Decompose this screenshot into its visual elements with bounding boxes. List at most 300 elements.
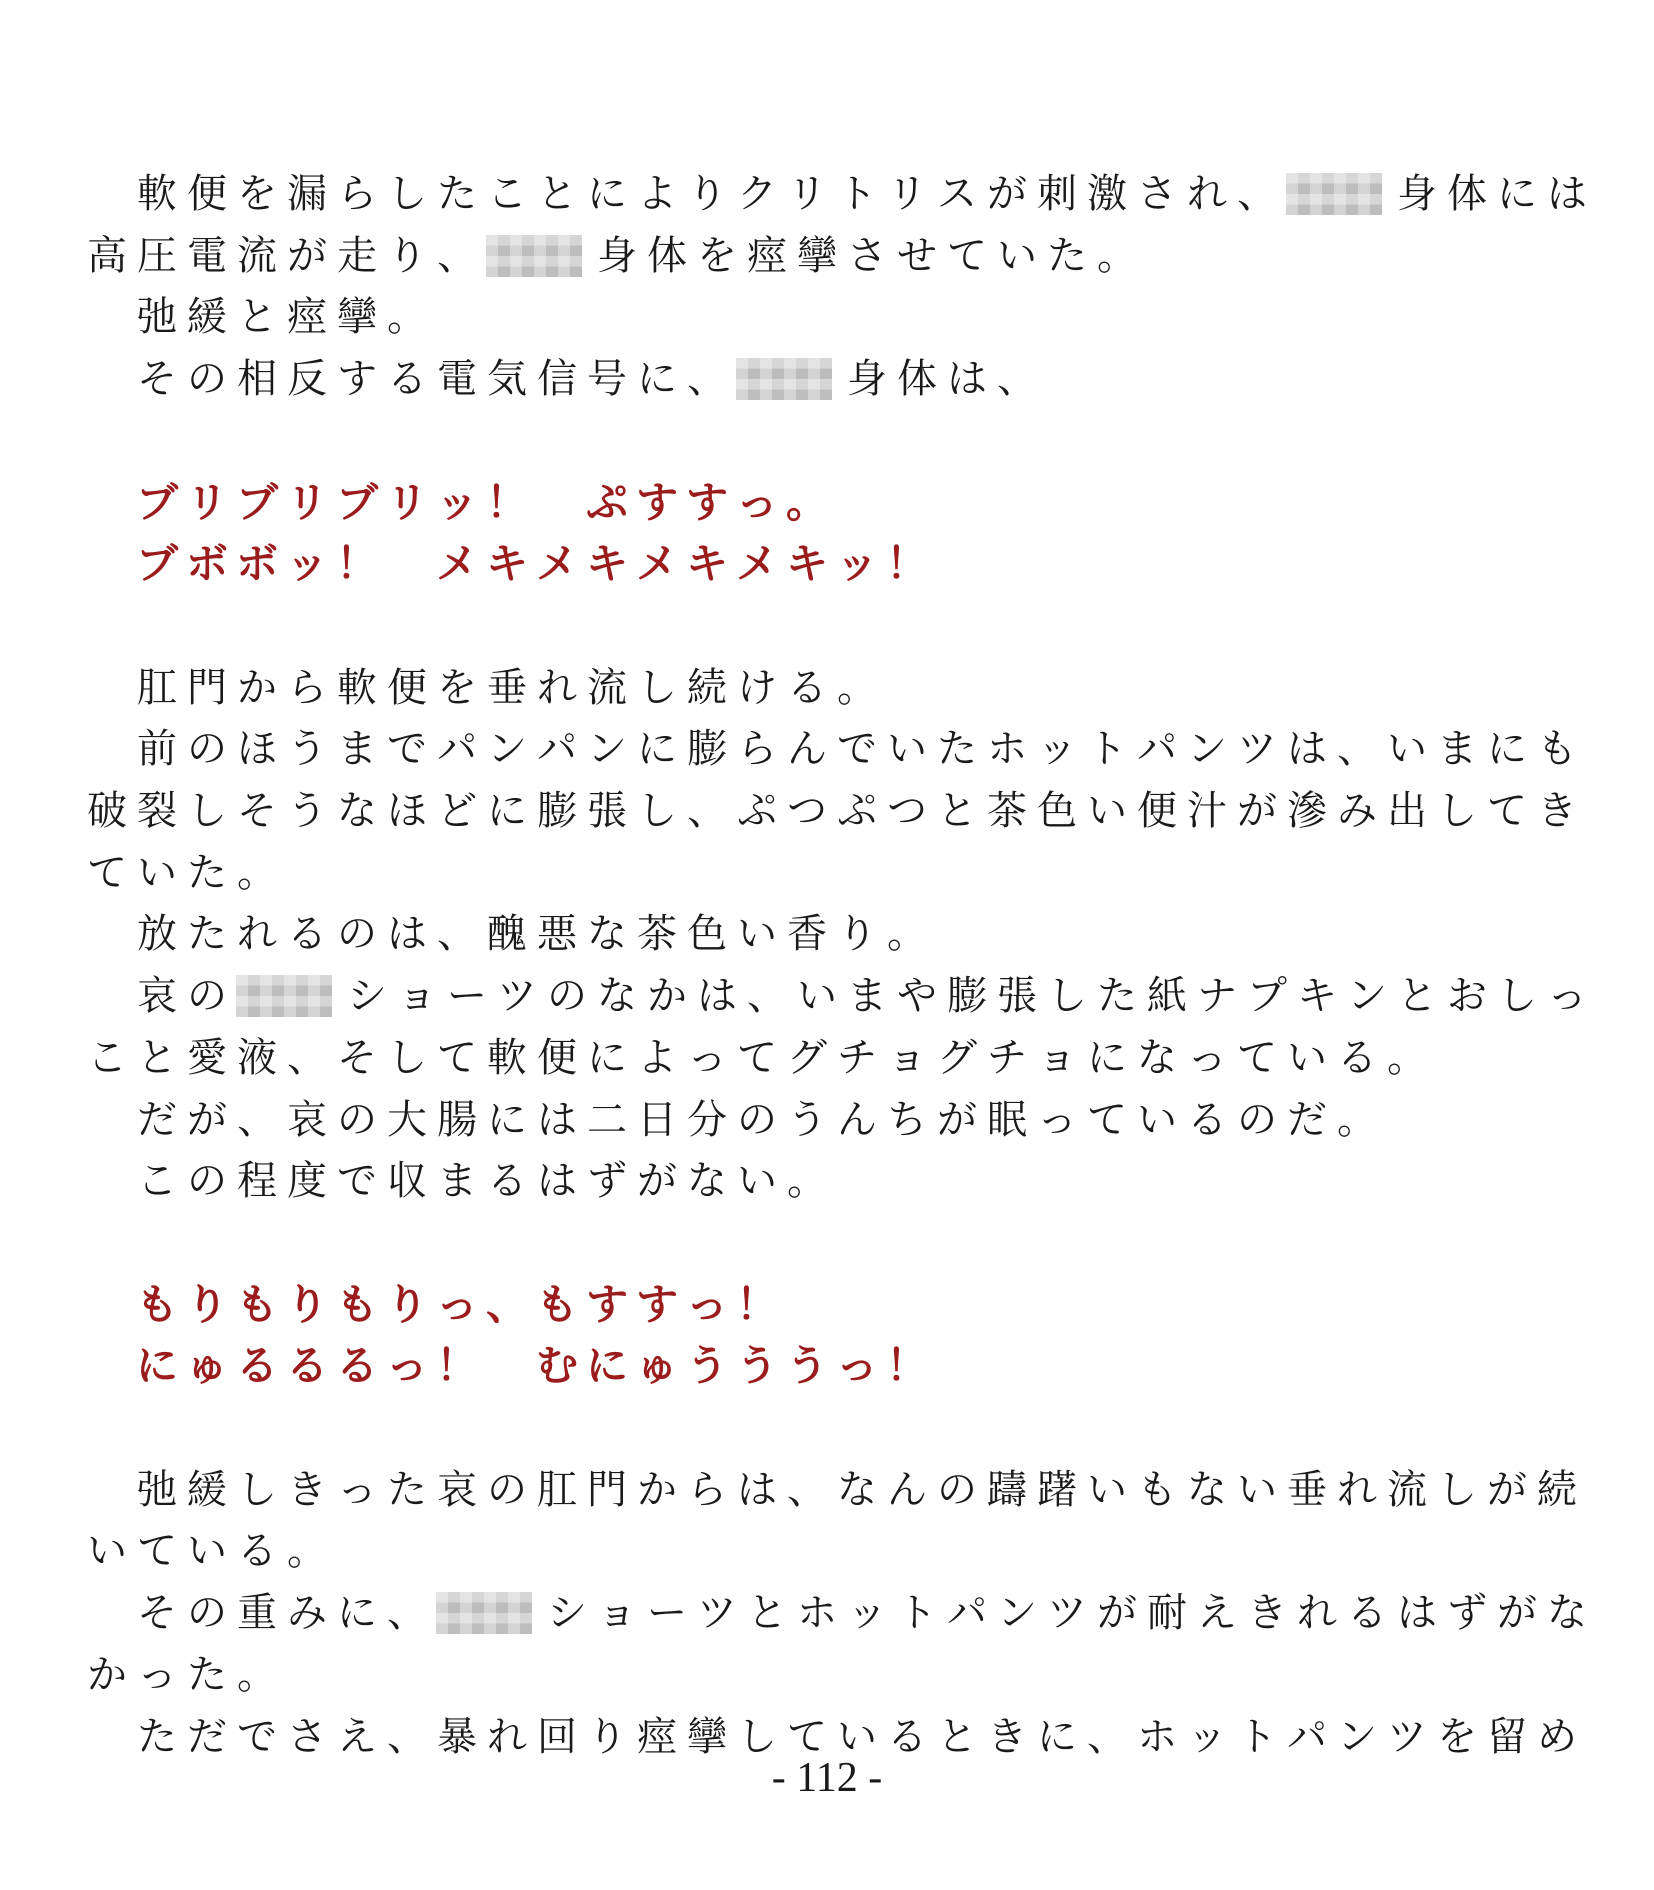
- glyph: 信: [537, 356, 577, 403]
- glyph: す: [337, 356, 377, 403]
- glyph: [82, 1459, 132, 1521]
- text-line: [82, 965, 1592, 1027]
- glyph: 攣: [687, 1713, 727, 1760]
- glyph: て: [737, 1034, 777, 1081]
- glyph: 便: [1137, 788, 1177, 834]
- glyph: ブ: [235, 477, 278, 527]
- glyph: 便: [187, 171, 227, 217]
- glyph: 。: [287, 1528, 327, 1575]
- glyph: 愛: [187, 1034, 227, 1081]
- glyph: 便: [387, 664, 427, 711]
- glyph: か: [637, 1466, 677, 1513]
- glyph: 流: [1387, 1466, 1427, 1513]
- glyph: 、: [747, 973, 787, 1020]
- glyph: と: [237, 294, 277, 341]
- glyph: も: [135, 1279, 178, 1329]
- glyph: 茶: [637, 911, 677, 958]
- glyph: う: [287, 726, 327, 773]
- glyph: た: [937, 726, 977, 773]
- glyph: 痙: [637, 1713, 677, 1760]
- glyph: に: [637, 356, 677, 403]
- glyph: ー: [447, 973, 487, 1020]
- glyph: 、: [787, 1466, 827, 1513]
- glyph: る: [787, 664, 827, 711]
- glyph: る: [285, 1341, 328, 1391]
- glyph: し: [1437, 788, 1477, 834]
- glyph: の: [1237, 1096, 1277, 1143]
- glyph: 腸: [437, 1096, 477, 1143]
- glyph: り: [285, 1279, 328, 1329]
- glyph: や: [897, 973, 937, 1020]
- glyph: う: [287, 788, 327, 834]
- glyph: た: [187, 1651, 227, 1698]
- glyph: 体: [647, 232, 687, 279]
- glyph: [82, 1089, 132, 1151]
- censor-mosaic: [236, 975, 332, 1017]
- glyph: ッ: [1037, 726, 1077, 773]
- glyph: っ: [835, 1341, 878, 1391]
- text-line: [82, 657, 882, 719]
- glyph: ほ: [237, 726, 277, 773]
- glyph: 電: [187, 232, 227, 279]
- glyph: 相: [237, 356, 277, 403]
- glyph: 続: [1537, 1466, 1577, 1513]
- glyph: と: [1397, 973, 1437, 1020]
- glyph: [82, 1335, 132, 1397]
- glyph: し: [1437, 1466, 1477, 1513]
- glyph: に: [587, 1034, 627, 1081]
- glyph: り: [837, 911, 877, 958]
- censor-mosaic: [1286, 173, 1382, 215]
- glyph: [532, 472, 582, 534]
- glyph: は: [537, 1158, 577, 1205]
- glyph: ボ: [185, 539, 228, 589]
- glyph: ら: [737, 726, 777, 773]
- glyph: き: [287, 1466, 327, 1513]
- glyph: え: [337, 1713, 377, 1760]
- glyph: そ: [137, 1590, 177, 1637]
- glyph: 膨: [947, 973, 987, 1020]
- text-line: [82, 163, 1592, 225]
- glyph: 攣: [797, 232, 837, 279]
- censor-mosaic: [486, 235, 582, 277]
- glyph: む: [535, 1341, 578, 1391]
- glyph: 、: [287, 1034, 327, 1081]
- glyph: こ: [137, 1158, 177, 1205]
- glyph: 眠: [987, 1096, 1027, 1143]
- glyph: さ: [287, 1713, 327, 1760]
- glyph: 回: [537, 1713, 577, 1760]
- glyph: っ: [687, 1034, 727, 1081]
- glyph: も: [235, 1279, 278, 1329]
- glyph: し: [1497, 973, 1537, 1020]
- glyph: [82, 903, 132, 965]
- glyph: に: [135, 1341, 178, 1391]
- glyph: か: [237, 664, 277, 711]
- glyph: ホ: [1137, 1713, 1177, 1760]
- text-line: [82, 903, 932, 965]
- glyph: き: [1247, 1590, 1287, 1637]
- glyph: グ: [937, 1034, 977, 1081]
- glyph: [82, 718, 132, 780]
- glyph: そ: [337, 1034, 377, 1081]
- glyph: に: [637, 726, 677, 773]
- glyph: に: [337, 1590, 377, 1637]
- glyph: キ: [1297, 973, 1337, 1020]
- glyph: す: [635, 477, 678, 527]
- glyph: 緩: [187, 1466, 227, 1513]
- text-line: [82, 1089, 1382, 1151]
- glyph: い: [887, 726, 927, 773]
- glyph: 収: [387, 1158, 427, 1205]
- glyph: て: [437, 1034, 477, 1081]
- glyph: 。: [1387, 1034, 1427, 1081]
- glyph: た: [187, 911, 227, 958]
- glyph: 体: [897, 356, 937, 403]
- glyph: 軟: [137, 171, 177, 217]
- glyph: る: [887, 1713, 927, 1760]
- glyph: 、: [1337, 726, 1377, 773]
- glyph: に: [1487, 726, 1527, 773]
- glyph: に: [1087, 1034, 1127, 1081]
- glyph: を: [1437, 1713, 1477, 1760]
- glyph: は: [387, 911, 427, 958]
- glyph: り: [185, 1279, 228, 1329]
- glyph: の: [337, 1096, 377, 1143]
- glyph: 色: [1037, 788, 1077, 834]
- glyph: 分: [687, 1096, 727, 1143]
- glyph: 哀: [287, 1096, 327, 1143]
- glyph: ！: [335, 539, 378, 589]
- glyph: い: [1387, 726, 1427, 773]
- glyph: し: [387, 171, 427, 217]
- glyph: ョ: [597, 1590, 637, 1637]
- glyph: し: [187, 788, 227, 834]
- glyph: そ: [237, 788, 277, 834]
- glyph: 、: [437, 911, 477, 958]
- glyph: っ: [735, 477, 778, 527]
- glyph: し: [387, 1034, 427, 1081]
- glyph: パ: [437, 726, 477, 773]
- glyph: 軟: [337, 664, 377, 711]
- glyph: 膨: [537, 788, 577, 834]
- glyph: メ: [635, 539, 678, 589]
- glyph: を: [697, 232, 737, 279]
- glyph: る: [287, 911, 327, 958]
- glyph: て: [947, 232, 987, 279]
- glyph: パ: [1137, 726, 1177, 773]
- glyph: リ: [385, 477, 428, 527]
- glyph: ぷ: [837, 788, 877, 834]
- glyph: [82, 1274, 132, 1336]
- glyph: 、: [1237, 171, 1277, 217]
- glyph: ぷ: [737, 788, 777, 834]
- glyph: ツ: [1237, 726, 1277, 773]
- glyph: て: [787, 1713, 827, 1760]
- glyph: ！: [485, 477, 528, 527]
- glyph: っ: [1187, 1034, 1227, 1081]
- sound-effect-line: [82, 1274, 782, 1336]
- glyph: の: [187, 973, 227, 1020]
- glyph: い: [737, 1158, 777, 1205]
- glyph: の: [187, 726, 227, 773]
- glyph: 、: [687, 356, 727, 403]
- glyph: 程: [237, 1158, 277, 1205]
- glyph: た: [437, 171, 477, 217]
- sound-effect-line: [82, 472, 832, 534]
- glyph: 耐: [1147, 1590, 1187, 1637]
- glyph: る: [1187, 1096, 1227, 1143]
- glyph: ツ: [1047, 1590, 1087, 1637]
- glyph: 門: [187, 664, 227, 711]
- glyph: い: [1287, 1034, 1327, 1081]
- glyph: さ: [1137, 171, 1177, 217]
- glyph: 躊: [987, 1466, 1027, 1513]
- glyph: は: [1397, 1590, 1437, 1637]
- glyph: た: [1047, 232, 1087, 279]
- glyph: 出: [1387, 788, 1427, 834]
- glyph: っ: [1547, 973, 1587, 1020]
- glyph: れ: [1337, 1466, 1377, 1513]
- glyph: ン: [487, 726, 527, 773]
- glyph: 。: [237, 1651, 277, 1698]
- glyph: 放: [137, 911, 177, 958]
- glyph: 、: [485, 1279, 528, 1329]
- glyph: 醜: [487, 911, 527, 958]
- glyph: に: [1497, 171, 1537, 217]
- glyph: ま: [437, 1158, 477, 1205]
- glyph: る: [487, 1158, 527, 1205]
- text-line: [82, 1150, 832, 1212]
- glyph: ト: [897, 1590, 937, 1637]
- glyph: い: [187, 1528, 227, 1575]
- glyph: と: [137, 1034, 177, 1081]
- glyph: ン: [1347, 973, 1387, 1020]
- glyph: れ: [487, 1713, 527, 1760]
- text-line: [82, 1582, 1592, 1644]
- glyph: 哀: [437, 1466, 477, 1513]
- glyph: を: [237, 171, 277, 217]
- glyph: は: [947, 356, 987, 403]
- glyph: シ: [347, 973, 387, 1020]
- glyph: 。: [837, 664, 877, 711]
- glyph: 重: [237, 1590, 277, 1637]
- glyph: な: [687, 1158, 727, 1205]
- glyph: メ: [435, 539, 478, 589]
- glyph: ど: [437, 788, 477, 834]
- text-line: [82, 1459, 1582, 1521]
- glyph: 、: [437, 232, 477, 279]
- glyph: し: [637, 788, 677, 834]
- glyph: の: [187, 1158, 227, 1205]
- glyph: す: [685, 477, 728, 527]
- glyph: が: [1497, 1590, 1537, 1637]
- glyph: [82, 286, 132, 348]
- glyph: と: [747, 1590, 787, 1637]
- glyph: ！: [435, 1341, 478, 1391]
- glyph: ョ: [397, 973, 437, 1020]
- glyph: い: [1137, 1096, 1177, 1143]
- glyph: か: [87, 1651, 127, 1698]
- glyph: い: [737, 911, 777, 958]
- glyph: 液: [237, 1034, 277, 1081]
- glyph: い: [1237, 1466, 1277, 1513]
- glyph: メ: [735, 539, 778, 589]
- glyph: う: [735, 1341, 778, 1391]
- glyph: が: [1097, 1590, 1137, 1637]
- glyph: ホ: [987, 726, 1027, 773]
- glyph: 号: [587, 356, 627, 403]
- glyph: る: [1347, 1590, 1387, 1637]
- glyph: る: [237, 1528, 277, 1575]
- glyph: ッ: [835, 539, 878, 589]
- glyph: て: [1237, 1034, 1277, 1081]
- glyph: ト: [837, 171, 877, 217]
- glyph: キ: [485, 539, 528, 589]
- glyph: え: [1197, 1590, 1237, 1637]
- glyph: た: [187, 849, 227, 896]
- glyph: の: [187, 356, 227, 403]
- glyph: ぷ: [585, 477, 628, 527]
- glyph: チ: [987, 1034, 1027, 1081]
- glyph: 、: [387, 1590, 427, 1637]
- glyph: 垂: [487, 664, 527, 711]
- censor-mosaic: [436, 1592, 532, 1634]
- glyph: ブ: [335, 477, 378, 527]
- text-line: [82, 225, 1142, 287]
- glyph: は: [737, 1466, 777, 1513]
- glyph: 反: [287, 356, 327, 403]
- glyph: り: [587, 1713, 627, 1760]
- glyph: が: [1487, 1466, 1527, 1513]
- glyph: る: [1337, 1034, 1377, 1081]
- glyph: 張: [997, 973, 1037, 1020]
- glyph: 漏: [287, 171, 327, 217]
- glyph: 、: [1087, 1713, 1127, 1760]
- glyph: 気: [487, 356, 527, 403]
- glyph: リ: [285, 477, 328, 527]
- glyph: ま: [337, 726, 377, 773]
- glyph: い: [1087, 1466, 1127, 1513]
- glyph: っ: [385, 1341, 428, 1391]
- glyph: 張: [587, 788, 627, 834]
- glyph: 、: [237, 1096, 277, 1143]
- sound-effect-line: [82, 1335, 932, 1397]
- glyph: に: [487, 1096, 527, 1143]
- glyph: ボ: [235, 539, 278, 589]
- glyph: 痙: [287, 294, 327, 341]
- glyph: 激: [1087, 171, 1127, 217]
- text-line: [82, 1027, 1432, 1089]
- glyph: は: [1287, 726, 1327, 773]
- glyph: な: [337, 788, 377, 834]
- glyph: せ: [897, 232, 937, 279]
- glyph: [82, 348, 132, 410]
- glyph: 茶: [987, 788, 1027, 834]
- glyph: み: [287, 1590, 327, 1637]
- glyph: グ: [787, 1034, 827, 1081]
- glyph: も: [535, 1279, 578, 1329]
- glyph: [482, 1335, 532, 1397]
- glyph: い: [997, 232, 1037, 279]
- text-line: [82, 780, 1582, 842]
- glyph: 香: [787, 911, 827, 958]
- text-line: [82, 718, 1582, 780]
- glyph: も: [1137, 1466, 1177, 1513]
- glyph: ン: [997, 1590, 1037, 1637]
- glyph: ン: [1187, 726, 1227, 773]
- glyph: る: [387, 356, 427, 403]
- glyph: 暴: [437, 1713, 477, 1760]
- glyph: 攣: [337, 294, 377, 341]
- glyph: 体: [1447, 171, 1487, 217]
- glyph: 日: [637, 1096, 677, 1143]
- glyph: ー: [647, 1590, 687, 1637]
- glyph: っ: [137, 1651, 177, 1698]
- glyph: が: [1237, 788, 1277, 834]
- glyph: 電: [437, 356, 477, 403]
- glyph: [82, 163, 132, 225]
- glyph: る: [235, 1341, 278, 1391]
- glyph: キ: [785, 539, 828, 589]
- glyph: [82, 965, 132, 1027]
- glyph: す: [585, 1279, 628, 1329]
- glyph: 続: [687, 664, 727, 711]
- glyph: ッ: [285, 539, 328, 589]
- glyph: も: [1537, 726, 1577, 773]
- glyph: ク: [737, 171, 777, 217]
- glyph: た: [387, 1466, 427, 1513]
- glyph: が: [937, 1096, 977, 1143]
- glyph: つ: [887, 788, 927, 834]
- glyph: ッ: [435, 477, 478, 527]
- glyph: な: [1547, 1590, 1587, 1637]
- glyph: が: [287, 232, 327, 279]
- glyph: れ: [537, 664, 577, 711]
- glyph: う: [787, 1096, 827, 1143]
- glyph: リ: [787, 171, 827, 217]
- glyph: お: [1447, 973, 1487, 1020]
- glyph: の: [937, 1466, 977, 1513]
- glyph: 弛: [137, 1466, 177, 1513]
- glyph: 滲: [1287, 788, 1327, 834]
- glyph: と: [937, 1713, 977, 1760]
- glyph: 。: [237, 849, 277, 896]
- glyph: よ: [637, 1034, 677, 1081]
- glyph: が: [637, 1158, 677, 1205]
- glyph: [82, 533, 132, 595]
- glyph: ず: [587, 1158, 627, 1205]
- glyph: い: [797, 973, 837, 1020]
- glyph: 大: [387, 1096, 427, 1143]
- glyph: い: [1087, 788, 1127, 834]
- glyph: な: [1137, 1034, 1177, 1081]
- glyph: パ: [1287, 1713, 1327, 1760]
- glyph: 二: [587, 1096, 627, 1143]
- glyph: ま: [847, 973, 887, 1020]
- glyph: れ: [1187, 171, 1227, 217]
- glyph: ら: [337, 171, 377, 217]
- glyph: ホ: [797, 1590, 837, 1637]
- glyph: ツ: [697, 1590, 737, 1637]
- glyph: う: [685, 1341, 728, 1391]
- glyph: 身: [847, 356, 887, 403]
- glyph: 。: [387, 294, 427, 341]
- glyph: な: [597, 973, 637, 1020]
- glyph: し: [237, 1466, 277, 1513]
- glyph: に: [1037, 1713, 1077, 1760]
- glyph: 留: [1487, 1713, 1527, 1760]
